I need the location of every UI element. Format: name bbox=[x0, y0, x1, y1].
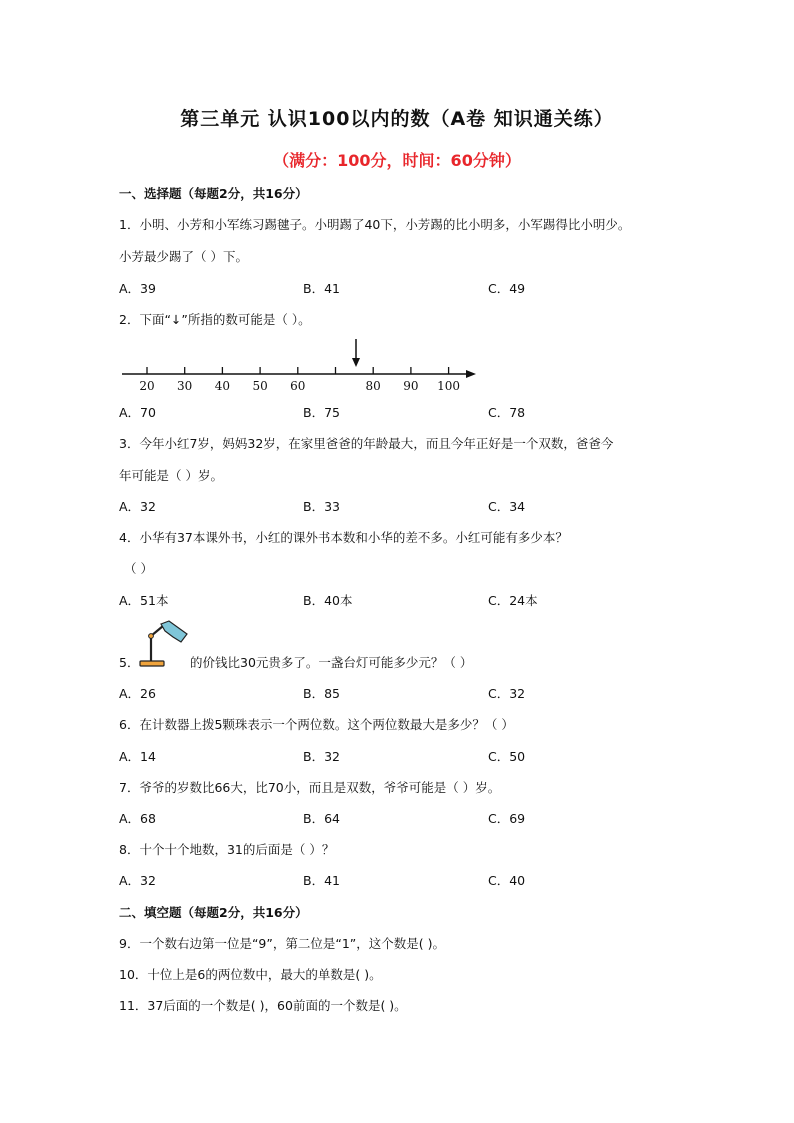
q7-option-b[interactable]: B．64 bbox=[303, 811, 340, 826]
q11-text: 11．37后面的一个数是( )，60前面的一个数是( )。 bbox=[119, 998, 407, 1013]
q7-option-a[interactable]: A．68 bbox=[119, 811, 156, 826]
q8-option-c[interactable]: C．40 bbox=[488, 873, 526, 888]
tick-label-90: 90 bbox=[403, 379, 419, 393]
q8-text: 8．十个十个地数，31的后面是（ ）？ bbox=[119, 842, 335, 857]
number-line-arrowhead bbox=[466, 370, 476, 378]
q8-option-b[interactable]: B．41 bbox=[303, 873, 340, 888]
q7-option-c[interactable]: C．69 bbox=[488, 811, 526, 826]
q5-option-a[interactable]: A．26 bbox=[119, 686, 156, 701]
q1-text-line1: 1．小明、小芳和小军练习踢毽子。小明踢了40下，小芳踢的比小明多，小军踢得比小明少。 bbox=[119, 217, 631, 232]
q3-option-b[interactable]: B．33 bbox=[303, 499, 340, 514]
q3-option-c[interactable]: C．34 bbox=[488, 499, 526, 514]
q1-option-b[interactable]: B．41 bbox=[303, 281, 340, 296]
q6-option-c[interactable]: C．50 bbox=[488, 749, 526, 764]
q4-option-b[interactable]: B．40本 bbox=[303, 593, 353, 608]
q4-option-a[interactable]: A．51本 bbox=[119, 593, 169, 608]
q4-text-line1: 4．小华有37本课外书，小红的课外书本数和小华的差不多。小红可能有多少本？ bbox=[119, 530, 568, 545]
q2-option-a[interactable]: A．70 bbox=[119, 405, 156, 420]
q1-option-a[interactable]: A．39 bbox=[119, 281, 156, 296]
tick-label-30: 30 bbox=[177, 379, 193, 393]
page-subtitle: （满分：100分，时间：60分钟） bbox=[273, 151, 521, 170]
q4-text-line2: （ ） bbox=[124, 561, 153, 576]
q7-text: 7．爷爷的岁数比66大，比70小，而且是双数，爷爷可能是（ ）岁。 bbox=[119, 780, 501, 795]
q3-text-line1: 3．今年小红7岁，妈妈32岁，在家里爸爸的年龄最大，而且今年正好是一个双数，爸爸今 bbox=[119, 436, 614, 451]
q6-option-b[interactable]: B．32 bbox=[303, 749, 340, 764]
down-arrow-head-icon bbox=[352, 358, 360, 367]
tick-label-60: 60 bbox=[290, 379, 306, 393]
q5-number: 5． bbox=[119, 655, 140, 670]
q3-option-a[interactable]: A．32 bbox=[119, 499, 156, 514]
q2-option-b[interactable]: B．75 bbox=[303, 405, 340, 420]
q10-text: 10．十位上是6的两位数中，最大的单数是( )。 bbox=[119, 967, 382, 982]
tick-label-100: 100 bbox=[437, 379, 461, 393]
q4-option-c[interactable]: C．24本 bbox=[488, 593, 538, 608]
section-choice-heading: 一、选择题（每题2分，共16分） bbox=[119, 186, 308, 201]
desk-lamp-icon bbox=[137, 620, 189, 668]
q6-text: 6．在计数器上拨5颗珠表示一个两位数。这个两位数最大是多少？（ ） bbox=[119, 717, 514, 732]
number-line bbox=[118, 336, 483, 398]
page-title: 第三单元 认识100以内的数（A卷 知识通关练） bbox=[180, 108, 614, 130]
q6-option-a[interactable]: A．14 bbox=[119, 749, 156, 764]
q1-option-c[interactable]: C．49 bbox=[488, 281, 526, 296]
section-fill-heading: 二、填空题（每题2分，共16分） bbox=[119, 905, 308, 920]
q3-text-line2: 年可能是（ ）岁。 bbox=[119, 468, 223, 483]
q5-text: 的价钱比30元贵多了。一盏台灯可能多少元？（ ） bbox=[190, 655, 473, 670]
number-line-ticks bbox=[139, 367, 460, 393]
tick-label-50: 50 bbox=[252, 379, 268, 393]
q1-text-line2: 小芳最少踢了（ ）下。 bbox=[119, 249, 248, 264]
q9-text: 9．一个数右边第一位是“9”，第二位是“1”，这个数是( )。 bbox=[119, 936, 445, 951]
q5-option-b[interactable]: B．85 bbox=[303, 686, 340, 701]
q8-option-a[interactable]: A．32 bbox=[119, 873, 156, 888]
tick-label-80: 80 bbox=[365, 379, 381, 393]
tick-label-40: 40 bbox=[214, 379, 231, 393]
q2-text: 2．下面“↓”所指的数可能是（ ）。 bbox=[119, 312, 311, 327]
q5-option-c[interactable]: C．32 bbox=[488, 686, 526, 701]
q2-option-c[interactable]: C．78 bbox=[488, 405, 526, 420]
tick-label-20: 20 bbox=[139, 379, 155, 393]
